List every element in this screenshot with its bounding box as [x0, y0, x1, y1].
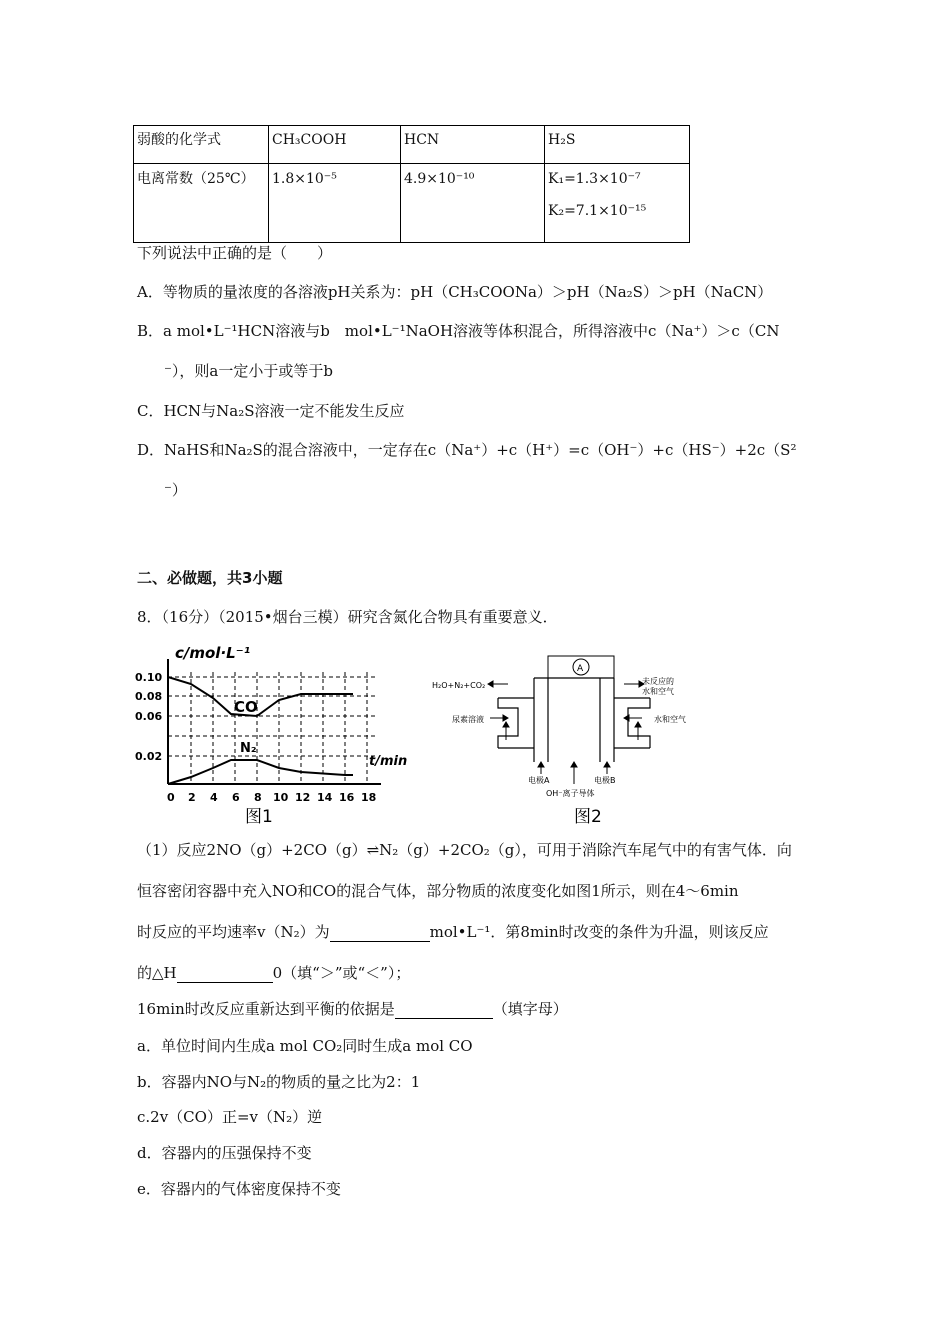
table-value-k1: K₁=1.3×10⁻⁷ [548, 171, 641, 187]
q8-option-e: e．容器内的气体密度保持不变 [137, 1180, 341, 1198]
q8-part1-line1: （1）反应2NO（g）+2CO（g）⇌N₂（g）+2CO₂（g），可用于消除汽车尾气中的有害气体．向 [137, 841, 792, 859]
y-tick-0.06: 0.06 [135, 710, 163, 723]
x-tick-8: 8 [254, 791, 262, 804]
question-stem: 下列说法中正确的是（ ） [137, 244, 333, 262]
q8-part1-line3 [137, 921, 769, 942]
table-value-hcn: 4.9×10⁻¹⁰ [401, 164, 545, 243]
answer-blank-equilibrium[interactable] [395, 1000, 493, 1019]
option-d-line2: ⁻） [164, 481, 187, 499]
q8-part1-line3-b: mol•L⁻¹．第8min时改变的条件为升温，则该反应 [429, 923, 769, 941]
q8-part1-line2: 恒容密闭容器中充入NO和CO的混合气体，部分物质的浓度变化如图1所示，则在4～6min [137, 882, 739, 900]
table-value-ch3cooh: 1.8×10⁻⁵ [269, 164, 401, 243]
q8-stem: 8．（16分）（2015•烟台三模）研究含氮化合物具有重要意义． [137, 608, 558, 626]
figure-1-caption: 图1 [245, 807, 273, 827]
right-input-label: 水和空气 [654, 715, 686, 724]
y-tick-0.08: 0.08 [135, 690, 163, 703]
n2-label: N₂ [240, 741, 257, 756]
x-tick-14: 14 [317, 791, 333, 804]
answer-blank-delta-h[interactable] [177, 964, 273, 983]
q8-part1-line4 [137, 962, 410, 983]
co-label: CO [234, 698, 258, 716]
x-tick-0: 0 [167, 791, 175, 804]
left-output-label: H₂O+N₂+CO₂ [432, 681, 486, 690]
y-tick-0.02: 0.02 [135, 750, 163, 763]
table-header-hcn: HCN [401, 126, 545, 164]
x-tick-4: 4 [210, 791, 218, 804]
x-tick-2: 2 [188, 791, 196, 804]
flow-arrows [488, 681, 644, 784]
q8-part1-line5-a: 16min时改反应重新达到平衡的依据是 [137, 1000, 395, 1018]
q8-part1-line5-b: （填字母） [492, 1000, 568, 1018]
x-tick-6: 6 [232, 791, 240, 804]
right-output-label-1: 未反应的 [642, 677, 674, 686]
q8-part1-line4-a: 的△H [137, 964, 177, 982]
table-value-k2: K₂=7.1×10⁻¹⁵ [548, 203, 647, 219]
option-a: A．等物质的量浓度的各溶液pH关系为：pH（CH₃COONa）＞pH（Na₂S）＞pH（NaCN） [137, 283, 773, 301]
section-heading: 二、必做题，共3小题 [137, 569, 283, 587]
right-output-label-2: 水和空气 [642, 687, 674, 696]
x-tick-10: 10 [273, 791, 289, 804]
table-value-h2s [545, 164, 690, 243]
ionization-constant-table [133, 125, 690, 243]
answer-blank-rate[interactable] [330, 923, 430, 942]
q8-part1-line4-b: 0（填“＞”或“＜”）； [272, 964, 411, 982]
q8-option-b: b．容器内NO与N₂的物质的量之比为2：1 [137, 1073, 421, 1091]
table-header-ch3cooh: CH₃COOH [269, 126, 401, 164]
y-tick-0.10: 0.10 [135, 671, 163, 684]
q8-option-a: a．单位时间内生成a mol CO₂同时生成a mol CO [137, 1037, 473, 1055]
option-b-line2: ⁻），则a一定小于或等于b [164, 362, 333, 380]
option-c: C．HCN与Na₂S溶液一定不能发生反应 [137, 402, 405, 420]
n2-curve [168, 760, 353, 784]
figure-2-caption: 图2 [574, 807, 602, 827]
option-b-line1: B．a mol•L⁻¹HCN溶液与b mol•L⁻¹NaOH溶液等体积混合，所得溶液中c（Na⁺）＞c（CN [137, 322, 780, 340]
table-header-formula: 弱酸的化学式 [134, 126, 269, 164]
conductor-label: OH⁻离子导体 [546, 789, 595, 798]
electrode-b-label: 电极B [594, 776, 616, 785]
q8-part1-line5 [137, 998, 568, 1019]
electrode-a-label: 电极A [528, 776, 550, 785]
left-input-label: 尿素溶液 [452, 715, 484, 724]
table-row-label: 电离常数（25℃） [134, 164, 269, 243]
figure-2-diagram [428, 650, 728, 830]
q8-option-c: c.2v（CO）正=v（N₂）逆 [137, 1108, 323, 1126]
ammeter-label: A [577, 664, 584, 674]
option-d-line1: D．NaHS和Na₂S的混合溶液中，一定存在c（Na⁺）+c（H⁺）=c（OH⁻）+c（HS⁻）+2c（S² [137, 441, 797, 459]
q8-part1-line3-a: 时反应的平均速率v（N₂）为 [137, 923, 330, 941]
x-tick-12: 12 [295, 791, 311, 804]
table-header-h2s: H₂S [545, 126, 690, 164]
figure-1-chart [133, 644, 433, 829]
x-tick-18: 18 [361, 791, 377, 804]
figure-1-xlabel: t/min [369, 754, 408, 769]
x-tick-16: 16 [339, 791, 355, 804]
figure-1-ylabel: c/mol·L⁻¹ [175, 644, 251, 662]
q8-option-d: d．容器内的压强保持不变 [137, 1144, 312, 1162]
